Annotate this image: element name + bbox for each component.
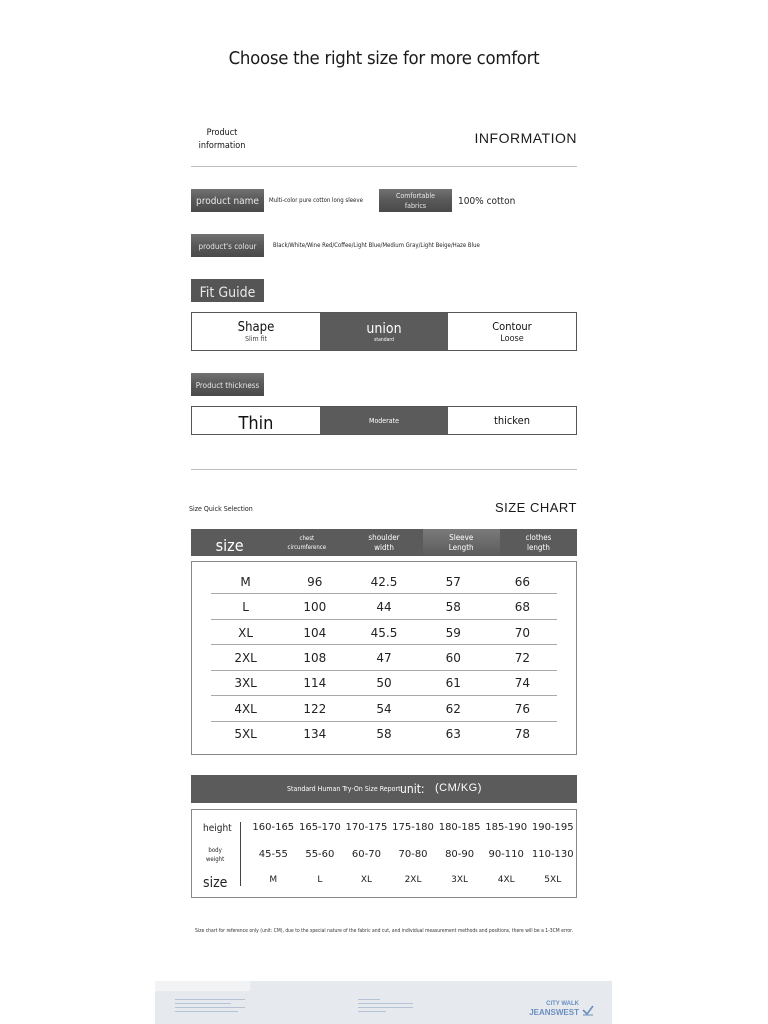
brand-line1: CITY WALK [546,1001,579,1007]
size-chart-header-size-label: size [215,535,244,555]
height-range: 170-175 [345,822,388,833]
fit-option-loose [448,313,576,350]
table-cell: 72 [514,650,531,665]
label-divider [240,822,241,886]
weight-label-line2: weight [206,856,225,863]
information-heading: INFORMATION [474,130,577,146]
size-row [250,875,576,885]
size-chart-table [191,561,577,755]
table-cell: 5XL [234,726,257,741]
fit-option-standard [320,313,448,350]
table-cell: 63 [445,726,461,741]
table-cell: 76 [514,701,531,716]
size-chart-header-length-line2: length [526,542,550,552]
fit-option-slim [192,313,320,350]
size-chart-header-shoulder-line2: width [374,542,394,552]
thickness-option-thin-label: Thin [238,413,274,434]
fabric-tag [379,189,452,212]
table-cell: 45.5 [370,625,398,640]
thickness-scale [191,406,577,435]
fit-option-slim-sub: Slim fit [244,335,268,343]
fit-option-slim-main: Shape [237,320,275,335]
product-colour-value: Black/White/Wine Red/Coffee/Light Blue/Medium Gray/Light Beige/Haze Blue [273,242,480,249]
table-row [211,721,557,746]
thickness-option-thin [192,407,320,434]
weight-range: 90-110 [488,849,524,860]
size-chart-heading: SIZE CHART [494,500,577,515]
try-on-report-header [191,775,577,803]
table-row [211,569,557,594]
footer-notch [155,981,250,991]
unit-label: unit: [400,782,425,796]
table-cell: 44 [376,599,392,614]
height-range: 175-180 [392,822,434,833]
table-cell: 104 [303,625,327,640]
table-cell: 62 [445,701,461,716]
table-cell: 3XL [234,675,257,690]
footer-fine-print-middle [358,999,413,1012]
table-cell: 96 [307,574,323,589]
product-information-line1: Product [206,128,238,138]
weight-range: 80-90 [445,849,475,860]
fabric-value: 100% cotton [458,196,516,207]
table-cell: 108 [303,650,327,665]
try-on-report-title: Standard Human Try-On Size Report [287,785,401,793]
height-range: 180-185 [438,822,481,833]
disclaimer: Size chart for reference only (unit: CM), due to the special nature of the fabric and cut, and individual measurement methods and positions, there will be a 1-3CM error. [195,928,573,934]
table-cell: 78 [514,726,531,741]
product-name-value: Multi-color pure cotton long sleeve [269,197,363,204]
fit-guide-tag: Fit Guide [191,279,264,302]
thickness-option-thicken [448,407,576,434]
table-cell: 114 [303,675,327,690]
try-on-report-table [191,809,577,898]
weight-row [250,849,576,860]
fabric-tag-line1: Comfortable [396,192,435,200]
table-row [211,620,557,645]
table-cell: 2XL [234,650,257,665]
table-cell: 74 [514,675,531,690]
table-cell: 100 [303,599,327,614]
thickness-option-thicken-label: thicken [493,414,531,427]
weight-range: 45-55 [258,849,288,860]
size-chart-header [191,529,577,556]
table-cell: 134 [303,726,327,741]
table-cell: L [242,599,249,614]
thickness-option-moderate-label: Moderate [369,416,399,425]
fit-option-loose-sub: Loose [500,333,524,344]
height-range: 185-190 [485,822,528,833]
size-value: M [269,875,278,885]
footer-fine-print-left [175,999,245,1012]
size-chart-header-shoulder [345,529,422,556]
product-name-tag: product name [191,189,264,212]
fit-option-standard-main: union [366,320,402,337]
size-value: 3XL [451,875,469,885]
table-cell: 68 [514,599,531,614]
table-cell: 57 [445,574,461,589]
weight-range: 60-70 [351,849,381,860]
product-colour-tag: product's colour [191,234,264,257]
table-cell: 50 [376,675,392,690]
size-chart-header-length-line1: clothes [525,532,552,542]
table-row [211,645,557,670]
table-cell: 59 [445,625,461,640]
thickness-tag: Product thickness [191,373,264,396]
size-chart-header-shoulder-line1: shoulder [368,532,400,542]
table-cell: 47 [376,650,392,665]
table-cell: 58 [376,726,392,741]
size-chart-header-sleeve-line2: Length [448,542,474,552]
brand-line2: JEANSWEST [529,1008,579,1017]
product-information-heading [193,127,251,153]
page-title: Choose the right size for more comfort [228,48,540,69]
size-chart-header-sleeve-line1: Sleeve [449,532,474,542]
height-row [250,822,576,833]
size-value: XL [360,875,373,885]
size-value: 2XL [404,875,422,885]
weight-label-line1: body [208,847,222,854]
size-value: L [317,875,323,885]
unit-value: (CM/KG) [435,782,482,794]
size-value: 5XL [544,875,562,885]
table-cell: XL [238,625,254,640]
thickness-option-moderate [320,407,448,434]
table-cell: 61 [445,675,461,690]
table-cell: 122 [303,701,327,716]
size-chart-header-chest-line1: chest [299,534,315,542]
weight-range: 110-130 [531,849,574,860]
table-cell: 66 [514,574,531,589]
table-cell: 54 [376,701,392,716]
height-range: 160-165 [252,822,295,833]
divider [191,469,577,470]
size-chart-header-sleeve [423,529,500,556]
table-cell: 4XL [234,701,257,716]
size-chart-header-length [500,529,577,556]
fit-option-loose-main: Contour [492,319,532,333]
weight-range: 55-60 [305,849,335,860]
size-chart-header-chest-line2: circumference [287,543,327,551]
size-quick-selection-label: Size Quick Selection [189,505,253,513]
size-label: size [203,875,228,891]
table-cell: 58 [445,599,461,614]
footer-banner [155,981,612,1024]
height-range: 190-195 [531,822,574,833]
table-cell: 42.5 [370,574,398,589]
height-range: 165-170 [298,822,341,833]
height-label: height [203,823,232,834]
fit-guide-scale [191,312,577,351]
divider [191,166,577,167]
size-chart-header-size [191,529,268,556]
weight-label [206,846,224,864]
brand-mark-icon [582,1001,594,1020]
size-value: 4XL [497,875,515,885]
table-cell: 60 [445,650,461,665]
product-information-line2: information [198,141,246,151]
brand-logo [521,1001,579,1017]
table-cell: 70 [514,625,531,640]
table-row [211,594,557,619]
size-chart-header-chest [268,529,345,556]
table-row [211,670,557,695]
table-cell: M [240,574,251,589]
fabric-tag-line2: fabrics [404,202,427,210]
fit-option-standard-sub: standard [374,336,394,343]
table-row [211,696,557,721]
weight-range: 70-80 [398,849,428,860]
